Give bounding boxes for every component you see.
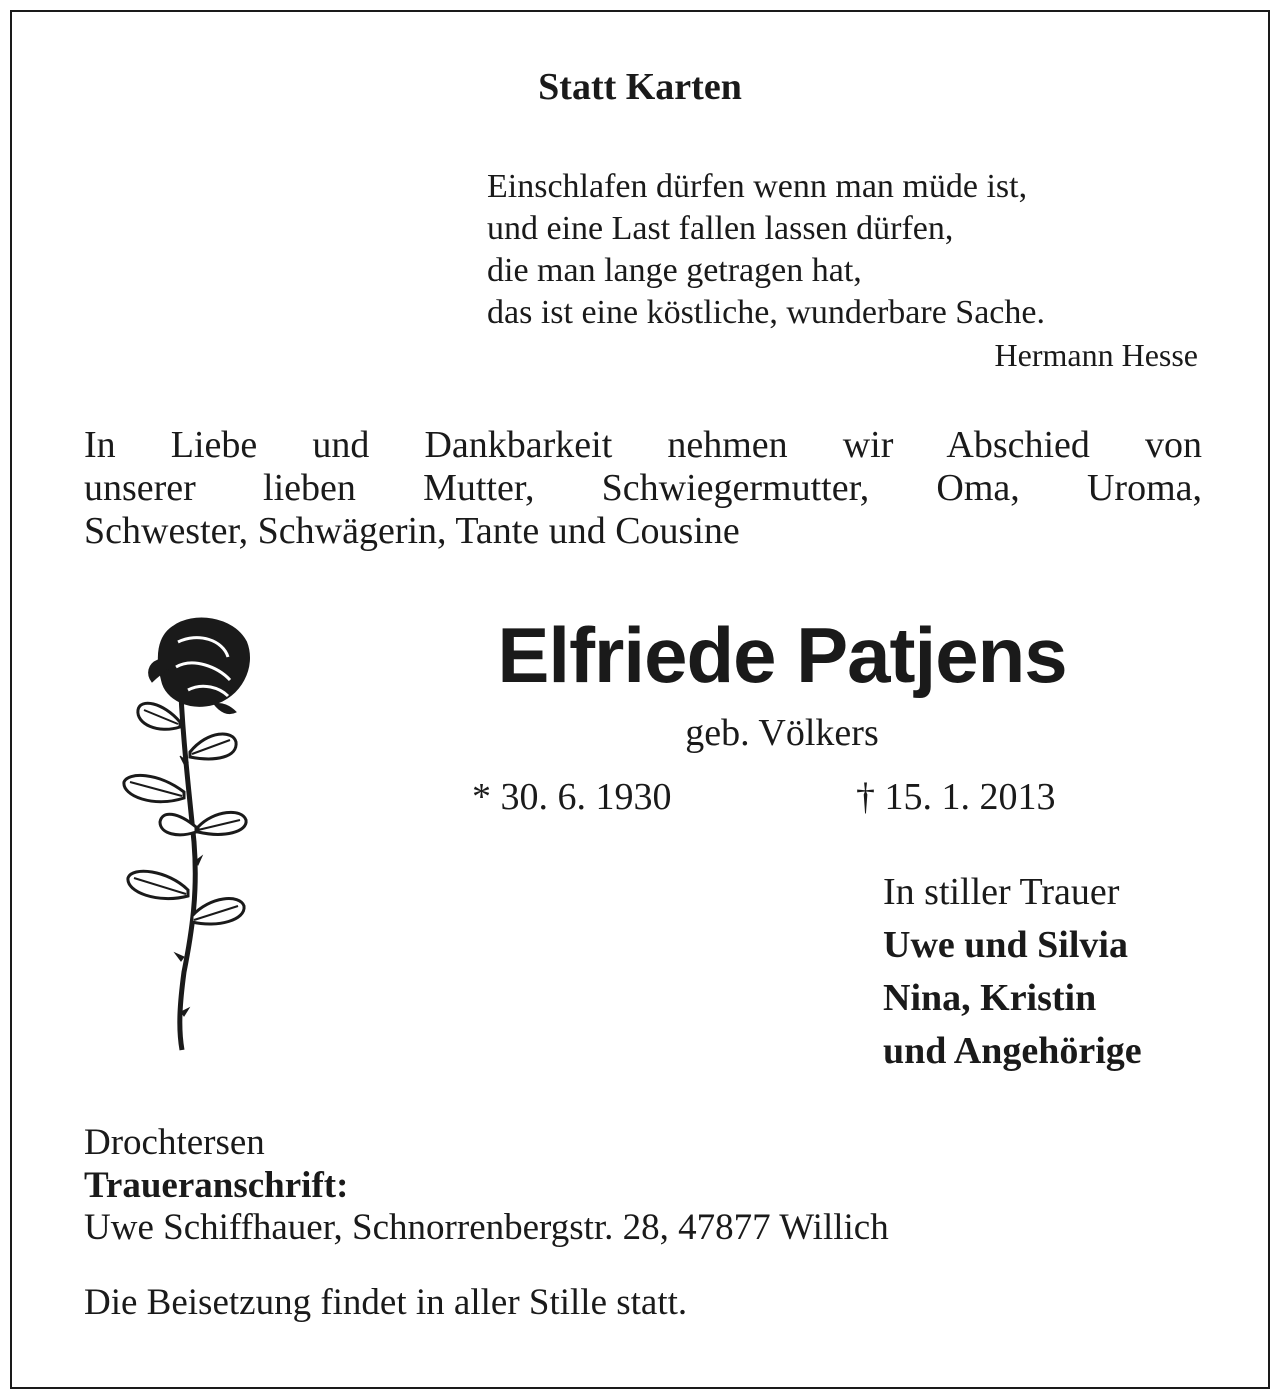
rose-icon: [118, 612, 258, 1057]
mourner-name: Uwe und Silvia: [883, 924, 1128, 966]
maiden-name: geb. Völkers: [685, 712, 879, 754]
funeral-note: Die Beisetzung findet in aller Stille statt.: [84, 1282, 688, 1323]
mourning-address: Uwe Schiffhauer, Schnorrenbergstr. 28, 47877 Willich: [84, 1207, 889, 1248]
farewell-line: unserer lieben Mutter, Schwiegermutter, Oma, Uroma,: [84, 467, 1202, 509]
poem-line: das ist eine köstliche, wunderbare Sache.: [487, 294, 1045, 331]
mourner-name: Nina, Kristin: [883, 977, 1097, 1019]
poem-line: Einschlafen dürfen wenn man müde ist,: [487, 168, 1028, 205]
birth-date: * 30. 6. 1930: [472, 776, 672, 818]
mourner-name: und Angehörige: [883, 1030, 1142, 1072]
address-label: Traueranschrift:: [84, 1165, 349, 1206]
farewell-text: [84, 424, 1202, 553]
poem-line: die man lange getragen hat,: [487, 252, 862, 289]
notice-header: Statt Karten: [538, 66, 742, 108]
death-date: † 15. 1. 2013: [856, 776, 1056, 818]
farewell-line: Schwester, Schwägerin, Tante und Cousine: [84, 510, 740, 552]
farewell-line: In Liebe und Dankbarkeit nehmen wir Abschied von: [84, 424, 1202, 466]
mourners-block: [883, 866, 1142, 1078]
deceased-name: Elfriede Patjens: [497, 611, 1067, 699]
poem: [487, 166, 1045, 334]
location: Drochtersen: [84, 1122, 265, 1163]
poem-author: Hermann Hesse: [994, 337, 1198, 373]
mourners-intro: In stiller Trauer: [883, 871, 1120, 913]
poem-line: und eine Last fallen lassen dürfen,: [487, 210, 954, 247]
